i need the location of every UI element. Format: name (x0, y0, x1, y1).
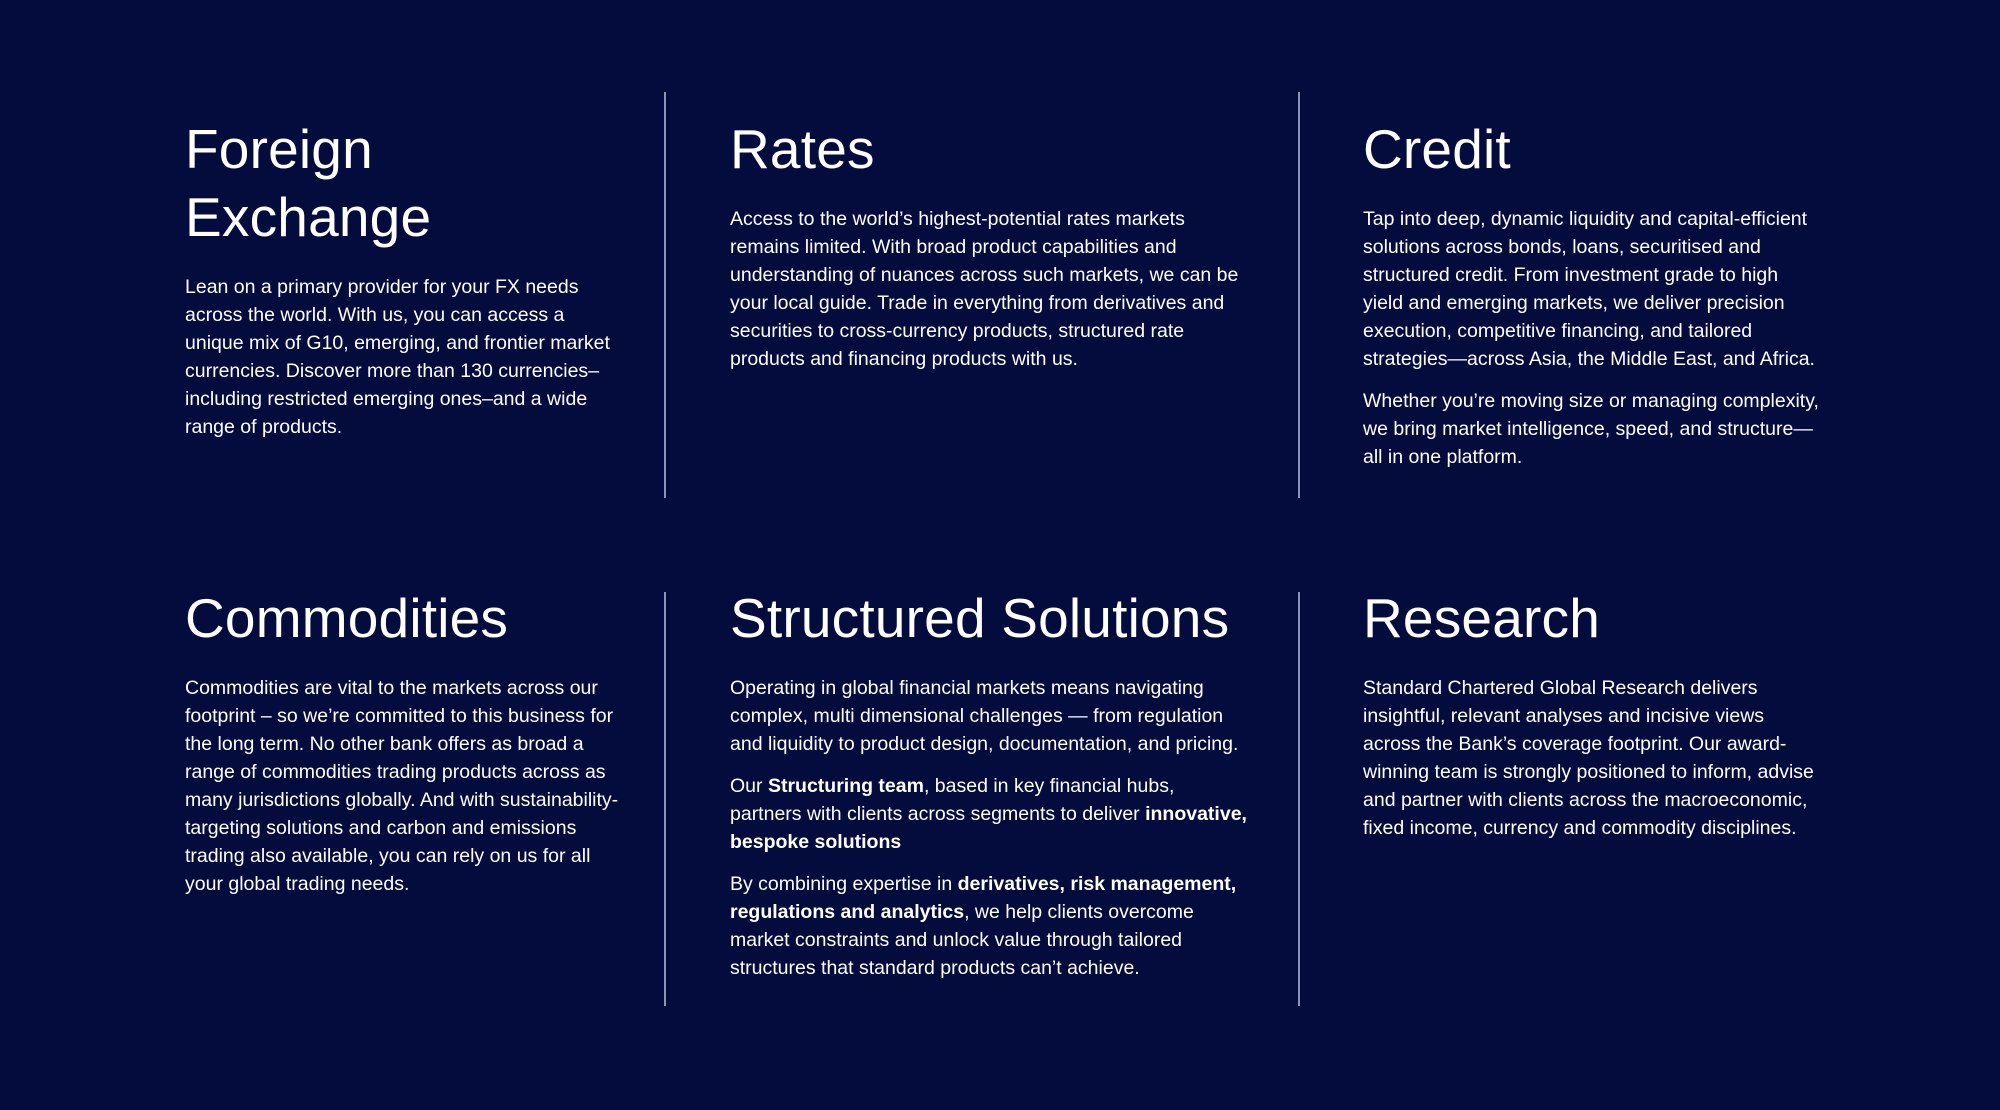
section-paragraph: Operating in global financial markets means navigating complex, multi dimensional challenges — from regulation and liquidity to product design, documentation, and pricing. (730, 677, 1239, 755)
text-run: By combining expertise in (730, 873, 958, 895)
section-body (185, 273, 625, 441)
section-title-line1: Foreign (185, 118, 373, 180)
column-divider (1298, 92, 1300, 498)
section-body (730, 674, 1250, 982)
section-paragraph (730, 870, 1250, 982)
section-paragraph: Tap into deep, dynamic liquidity and capital-efficient solutions across bonds, loans, securitised and structured credit. From investment grade to high yield and emerging markets, we deliver precision execution, competitive financing, and tailored strategies—across Asia, the Middle East, and Africa. (1363, 208, 1815, 370)
text-run: Our (730, 775, 768, 797)
section-paragraph: Commodities are vital to the markets across our footprint – so we’re committed to this business for the long term. No other bank offers as broad a range of commodities trading products across as many jurisdictions globally. And with sustainability-targeting solutions and carbon and emissions trading also available, you can rely on us for all your global trading needs. (185, 677, 619, 895)
section-title (185, 115, 625, 251)
section-title: Rates (730, 118, 875, 180)
section-foreign-exchange (185, 115, 625, 455)
column-divider (1298, 592, 1300, 1006)
column-divider (664, 592, 666, 1006)
section-paragraph: Standard Chartered Global Research delivers insightful, relevant analyses and incisive views across the Bank’s coverage footprint. Our award-winning team is strongly positioned to inform, advise and partner with clients across the macroeconomic, fixed income, currency and commodity disciplines. (1363, 677, 1814, 839)
section-rates (730, 115, 1250, 387)
section-title: Commodities (185, 587, 509, 649)
section-credit (1363, 115, 1823, 485)
bold-text: derivatives, risk management, regulations and analytics (730, 873, 1237, 923)
section-paragraph: Access to the world’s highest-potential rates markets remains limited. With broad product capabilities and understanding of nuances across such markets, we can be your local guide. Trade in everything from derivatives and securities to cross-currency products, structured rate products and financing products with us. (730, 208, 1239, 370)
section-body (1363, 205, 1823, 471)
section-title: Structured Solutions (730, 587, 1230, 649)
text-run: , based in key financial hubs, partners with clients across segments to deliver (730, 775, 1175, 825)
section-body (185, 674, 625, 898)
bold-text: innovative, bespoke solutions (730, 803, 1247, 853)
bold-text: Structuring team (767, 775, 924, 797)
column-divider (664, 92, 666, 498)
text-run: , we help clients overcome market constraints and unlock value through tailored structures that standard products can’t achieve. (730, 901, 1194, 979)
section-paragraph (730, 772, 1250, 856)
section-body (1363, 674, 1823, 842)
section-title: Credit (1363, 118, 1511, 180)
section-title-line2: Exchange (185, 186, 432, 248)
section-commodities (185, 584, 625, 912)
section-paragraph: Whether you’re moving size or managing complexity, we bring market intelligence, speed, and structure—all in one platform. (1363, 390, 1819, 468)
section-body (730, 205, 1250, 373)
section-paragraph: Lean on a primary provider for your FX needs across the world. With us, you can access a unique mix of G10, emerging, and frontier market currencies. Discover more than 130 currencies–including restricted emerging ones–and a wide range of products. (185, 276, 610, 438)
section-title: Research (1363, 587, 1600, 649)
section-structured-solutions (730, 584, 1250, 996)
section-research (1363, 584, 1823, 856)
